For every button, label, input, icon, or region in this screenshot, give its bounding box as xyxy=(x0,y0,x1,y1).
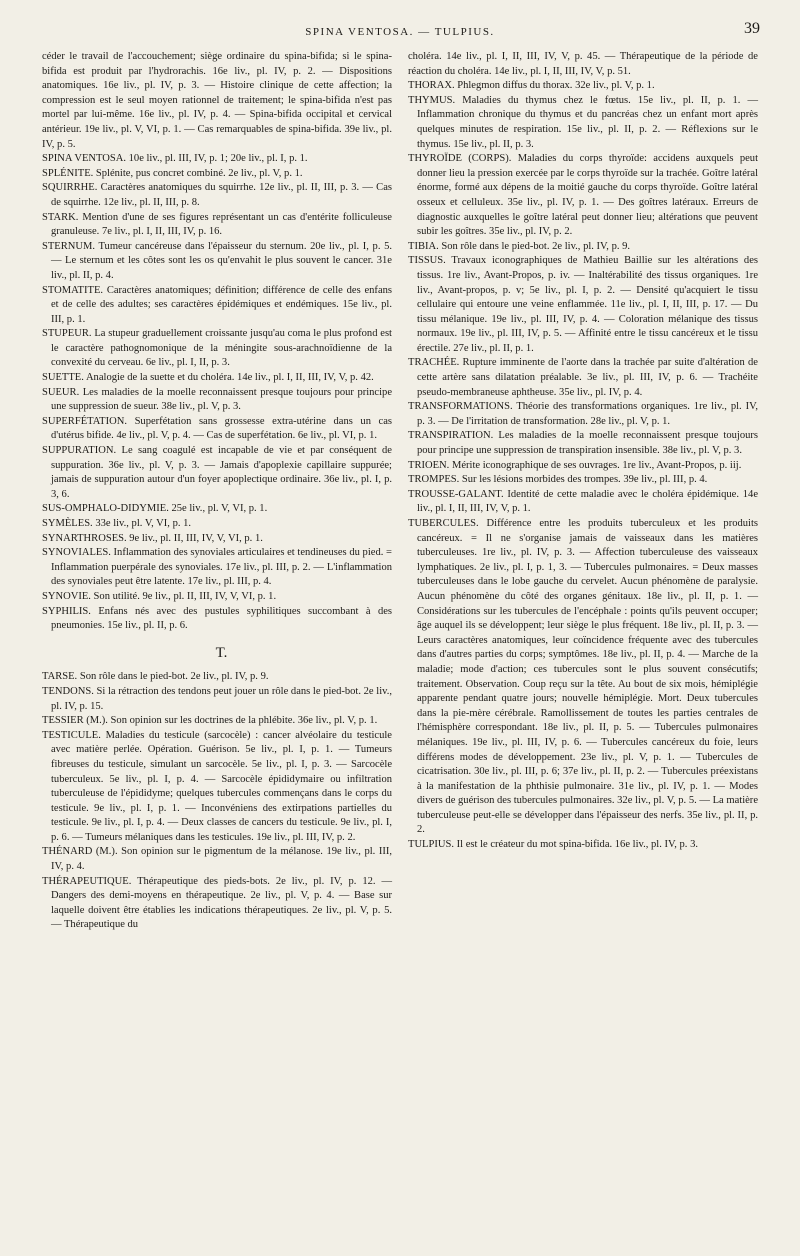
index-entry: TARSE. Son rôle dans le pied-bot. 2e liv., pl. IV, p. 9. xyxy=(42,671,269,683)
index-entry: TRANSPIRATION. Les maladies de la moelle reconnaissent presque toujours pour principe une suppression de transpiration insensible. 38e liv., pl. V, p. 3. xyxy=(408,430,758,457)
index-entry: THÉNARD (M.). Son opinion sur le pigmentum de la mélanose. 19e liv., pl. III, IV, p. 4. xyxy=(42,846,392,873)
index-entry: TESTICULE. Maladies du testicule (sarcocèle) : cancer alvéolaire du testicule avec matière perlée. Opération. Guérison. 5e liv., pl. I, p. 1. — Tumeurs fibreuses du testicule, simulant un sarcocèle. 5e liv., pl. I, p. 3. — Sarcocèle tuberculeux. 5e liv., pl. I, p. 4. — Sarcocèle épididymaire ou infiltration tuberculeuse de l'épididyme; quelques tubercules commençans dans le corps du testicule. 9e liv., pl. I, p. 1. — Inconvéniens des extirpations partielles du testicule. 9e liv., pl. I, p. 4. — Deux classes de cancers du testicule. 9e liv., pl. I, p. 6. — Tumeurs mélaniques dans les testicules. 19e liv., pl. III, IV, p. 2. xyxy=(42,729,392,843)
index-entry: TESSIER (M.). Son opinion sur les doctrines de la phlébite. 36e liv., pl. V, p. 1. xyxy=(42,715,378,727)
index-entry: TIBIA. Son rôle dans le pied-bot. 2e liv., pl. IV, p. 9. xyxy=(408,240,631,252)
page-header xyxy=(40,20,760,46)
running-head: SPINA VENTOSA. — TULPIUS. xyxy=(305,26,495,38)
index-entry: choléra. 14e liv., pl. I, II, III, IV, V, p. 45. — Thérapeutique de la période de réaction du choléra. 14e liv., pl. I, II, III, IV, V, p. 51. xyxy=(408,51,758,77)
index-entry: SUPPURATION. Le sang coagulé est incapable de vie et par conséquent de suppuration. 36e liv., pl. V, p. 3. — Jamais d'apoplexie capillaire suppurée; jamais de suppuration autour d'un foyer apoplectique ordinaire. 36e liv., pl. I, p. 3, 6. xyxy=(42,445,392,500)
index-entry: TRACHÉE. Rupture imminente de l'aorte dans la trachée par suite d'altération de cette artère sans dilatation préalable. 3e liv., pl. III, IV, p. 6. — Trachéite pseudo-membraneuse aphtheuse. 35e liv., pl. IV, p. 4. xyxy=(408,357,758,398)
right-column xyxy=(408,50,758,853)
index-entry: SQUIRRHE. Caractères anatomiques du squirrhe. 12e liv., pl. II, III, p. 3. — Cas de squirrhe. 12e liv., pl. II, III, p. 8. xyxy=(42,182,392,208)
index-entry: SYMÈLES. 33e liv., pl. V, VI, p. 1. xyxy=(42,518,192,529)
index-entry: TROUSSE-GALANT. Identité de cette maladie avec le choléra épidémique. 14e liv., pl. I, II, III, IV, V, p. 1. xyxy=(408,488,758,515)
index-entry: SUPERFÉTATION. Superfétation sans grossesse extra-utérine dans un cas d'utérus bifide. 4e liv., pl. V, p. 4. — Cas de superfétation. 6e liv., pl. VI, p. 1. xyxy=(42,415,392,442)
index-entry: céder le travail de l'accouchement; siège ordinaire du spina-bifida; si le spina-bifida est produit par l'hydrorachis. 16e liv., pl. IV, p. 2. — Dispositions anatomiques. 16e liv., pl. IV, p. 3. — Histoire clinique de cette affection; la compression est le seul moyen rationnel de traitement; le spina-bifida n'est pas mortel par lui-même. 16e liv., pl. IV, p. 4. — Spina-bifida occipital et cervical antérieur. 19e liv., pl. V, VI, p. 1. — Cas remarquables de spina-bifida. 39e liv., pl. IV, p. 5. xyxy=(42,51,392,150)
index-entry: THORAX. Phlegmon diffus du thorax. 32e liv., pl. V, p. 1. xyxy=(408,80,655,92)
index-entry: STOMATITE. Caractères anatomiques; définition; différence de celle des enfans et de celle des adultes; ses caractères épidémiques et endémiques. 15e liv., pl. III, p. 1. xyxy=(42,284,392,325)
index-entry: SUETTE. Analogie de la suette et du choléra. 14e liv., pl. I, II, III, IV, V, p. 42. xyxy=(42,372,374,384)
index-entry: SYNARTHROSES. 9e liv., pl. II, III, IV, V, VI, p. 1. xyxy=(42,532,263,544)
index-entry: SYNOVIALES. Inflammation des synoviales articulaires et tendineuses du pied. = Inflammation puerpérale des synoviales. 17e liv., pl. III, p. 2. — L'inflammation des synoviales peut être latente. 17e liv., pl. III, p. 4. xyxy=(42,547,392,588)
index-entry: SPLÉNITE. Splénite, pus concret combiné. 2e liv., pl. V, p. 1. xyxy=(42,167,303,179)
index-entry: SPINA VENTOSA. 10e liv., pl. III, IV, p. 1; 20e liv., pl. I, p. 1. xyxy=(42,153,308,165)
page-number: 39 xyxy=(744,20,760,37)
index-entry: SUEUR. Les maladies de la moelle reconnaissent presque toujours pour principe une suppression de sueur. 38e liv., pl. V, p. 3. xyxy=(42,386,392,413)
index-entry: TUBERCULES. Différence entre les produits tuberculeux et les produits cancéreux. = Il ne s'organise jamais de vaisseaux dans les matières tuberculeuses. 1re liv., pl. IV, p. 3. — Affection tuberculeuse des vaisseaux lymphatiques. 2e liv., pl. I, p. 1, 3. — Tubercules pulmonaires. = Deux masses tuberculeuses dans le lobe gauche du cervelet. Aucun phénomène de paralysie. Aucun phénomène du côté des organes génitaux. 18e liv., pl. II, p. 1. — Considérations sur les tubercules de l'encéphale : points qu'ils peuvent occuper; âge auquel ils se développent; leur siège le plus fréquent. 18e liv., pl. II, p. 3. — Leurs caractères anatomiques, leur coïncidence fréquente avec des tubercules dans d'autres parties du corps; symptômes. 18e liv., pl. II, p. 4. — Marche de la maladie; mode d'action; ces tubercules sont le plus souvent consécutifs; traitement. Observation. Coup reçu sur la tête. Au bout de six mois, hémiplégie apparente pendant quatre jours; nouvelle hémiplégie. Mort. Deux tubercules dans la pie-mère cérébrale. Ramollissement de toutes les parties centrales de l'hémisphère correspondant. 18e liv., pl. II, p. 5. — Tubercules pulmonaires mélaniques. 19e liv., pl. III, IV, p. 6. — Tubercules cancéreux du foie, leurs différens modes de développement. 23e liv., pl. V, p. 1. — Tubercules de cicatrisation. 30e liv., pl. III, p. 6; 37e liv., pl. II, p. 2. — Tubercules préexistans à la manifestation de la phthisie pulmonaire. 31e liv., pl. IV, p. 1. — Modes divers de guérison des tubercules pulmonaires. 32e liv., pl. V, p. 5. — La matière tuberculeuse peut-elle se développer dans l'épaisseur des nerfs. 35e liv., pl. II, p. 2. xyxy=(408,518,758,836)
index-entry: SYPHILIS. Enfans nés avec des pustules syphilitiques succombant à des pneumonies. 15e liv., pl. II, p. 6. xyxy=(42,605,392,632)
letter-heading: T. xyxy=(215,644,228,661)
index-entry: TROMPES. Sur les lésions morbides des trompes. 39e liv., pl. III, p. 4. xyxy=(408,474,708,486)
left-column xyxy=(42,50,392,933)
index-entry: TULPIUS. Il est le créateur du mot spina-bifida. 16e liv., pl. IV, p. 3. xyxy=(408,839,698,851)
index-entry: TRANSFORMATIONS. Théorie des transformations organiques. 1re liv., pl. IV, p. 3. — De l'irritation de transformation. 28e liv., pl. V, p. 1. xyxy=(408,401,758,427)
index-entry: TRIOEN. Mérite iconographique de ses ouvrages. 1re liv., Avant-Propos, p. iij. xyxy=(408,459,742,471)
index-entry: STUPEUR. La stupeur graduellement croissante jusqu'au coma le plus profond est le caractère pathognomonique de la méningite sous-arachnoïdienne de la convexité du cerveau. 6e liv., pl. I, II, p. 3. xyxy=(42,328,392,369)
index-entry: STARK. Mention d'une de ses figures représentant un cas d'entérite folliculeuse granuleuse. 7e liv., pl. I, II, III, IV, p. 16. xyxy=(42,211,392,238)
index-entry: TISSUS. Travaux iconographiques de Mathieu Baillie sur les altérations des tissus. 1re liv., Avant-Propos, p. iv. — Inaltérabilité des tissus organiques. 1re liv., Avant-propos, p. v; 5e liv., pl. I, p. 2. — Densité qu'acquiert le tissu cellulaire qui entoure une veine enflammée. 11e liv., pl. I, II, III, p. 17. — Du tissu mélanique. 19e liv., pl. III, IV, p. 4. — Coloration mélanique des tissus normaux. 19e liv., pl. III, IV, p. 5. — Affinité entre le tissu cancéreux et le tissu érectile. 27e liv., pl. II, p. 1. xyxy=(408,255,758,354)
index-entry: THYMUS. Maladies du thymus chez le fœtus. 15e liv., pl. II, p. 1. — Inflammation chronique du thymus et du pancréas chez un enfant mort après quelques minutes de respiration. 15e liv., pl. II, p. 2. — Réflexions sur le thymus. 15e liv., pl. II, p. 3. xyxy=(408,94,758,150)
index-entry: THÉRAPEUTIQUE. Thérapeutique des pieds-bots. 2e liv., pl. IV, p. 12. — Dangers des demi-moyens en thérapeutique. 2e liv., pl. V, p. 4. — Base sur laquelle doivent être établies les indications thérapeutiques. 2e liv., pl. V, p. 5. — Thérapeutique du xyxy=(42,875,392,931)
index-entry: STERNUM. Tumeur cancéreuse dans l'épaisseur du sternum. 20e liv., pl. I, p. 5. — Le sternum et les côtes sont les os qu'envahit le plus souvent le cancer. 31e liv., pl. II, p. 4. xyxy=(42,240,392,281)
index-entry: SYNOVIE. Son utilité. 9e liv., pl. II, III, IV, V, VI, p. 1. xyxy=(42,590,277,602)
index-entry: TENDONS. Si la rétraction des tendons peut jouer un rôle dans le pied-bot. 2e liv., pl. IV, p. 15. xyxy=(42,685,392,712)
index-entry: SUS-OMPHALO-DIDYMIE. 25e liv., pl. V, VI, p. 1. xyxy=(42,503,268,515)
index-entry: THYROÏDE (CORPS). Maladies du corps thyroïde: accidens auxquels peut donner lieu la pression exercée par le corps thyroïde sur la trachée. Goître latéral énorme, formé aux dépens de la moitié gauche du corps thyroïde. Goître latéral osseux et celluleux. 35e liv., pl. IV, p. 1. — Des goîtres latéraux. Erreurs de diagnostic auxquelles le goître latéral peut donner lieu; altérations que peuvent subir les goîtres. 35e liv., pl. IV, p. 2. xyxy=(408,153,758,238)
